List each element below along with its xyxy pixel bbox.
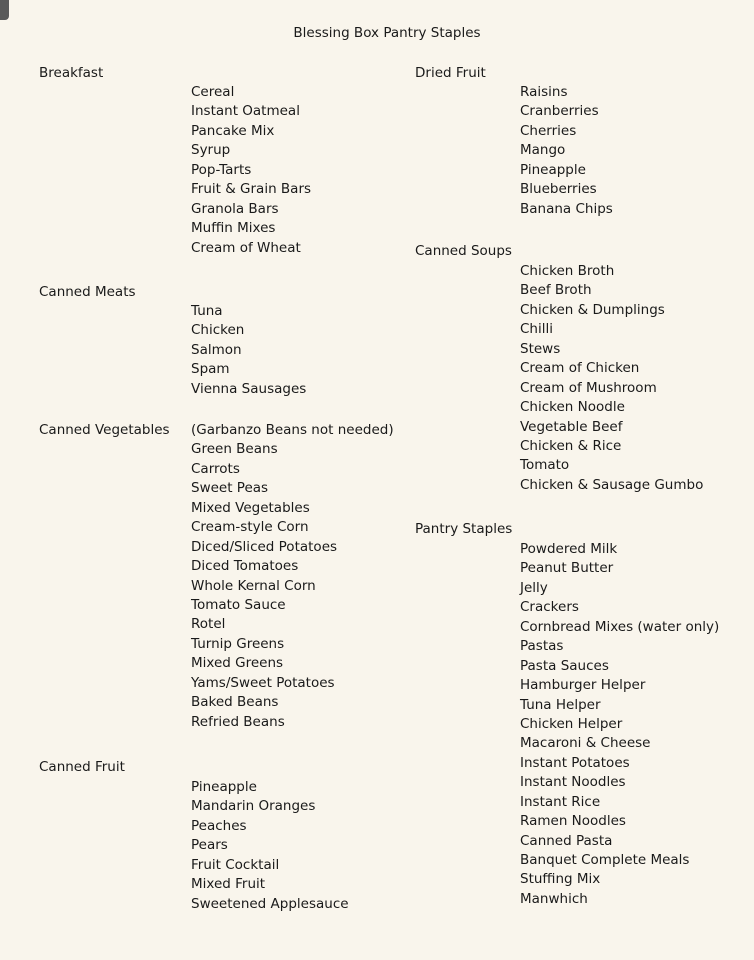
list-item: Chicken & Rice: [520, 437, 622, 454]
list-item: Banquet Complete Meals: [520, 852, 690, 868]
list-item: Spam: [191, 361, 230, 378]
list-item: Cream of Mushroom: [520, 379, 657, 396]
list-item: Beef Broth: [520, 282, 592, 299]
list-item: Pears: [191, 837, 228, 854]
list-item: Pasta Sauces: [520, 657, 609, 674]
list-item: Instant Oatmeal: [191, 103, 300, 120]
list-item: Fruit & Grain Bars: [191, 181, 312, 198]
list-item: Rotel: [191, 616, 226, 633]
list-item: Diced Tomatoes: [191, 558, 299, 575]
list-item: Raisins: [520, 84, 568, 100]
section-heading-canned-vegetables: Canned Vegetables: [39, 422, 170, 438]
list-item: Banana Chips: [520, 200, 613, 217]
list-item: Vienna Sausages: [191, 380, 307, 397]
list-item: Whole Kernal Corn: [191, 577, 316, 594]
list-item: Muffin Mixes: [191, 220, 276, 237]
list-item: Salmon: [191, 341, 242, 358]
list-item: Ramen Noodles: [520, 813, 626, 830]
list-item: Cherries: [520, 122, 577, 139]
list-item: Refried Beans: [191, 713, 285, 730]
list-item: Stuffing Mix: [520, 871, 601, 888]
list-item: Diced/Sliced Potatoes: [191, 538, 338, 555]
list-item: Pastas: [520, 638, 564, 655]
section-heading-canned-fruit: Canned Fruit: [39, 759, 125, 775]
list-item: Stews: [520, 340, 561, 357]
section-heading-canned-meats: Canned Meats: [39, 284, 136, 300]
list-item: Crackers: [520, 599, 579, 616]
list-item: Canned Pasta: [520, 832, 613, 849]
list-item: Tomato: [520, 457, 570, 474]
list-item: Mango: [520, 142, 566, 159]
list-item: Cranberries: [520, 103, 599, 120]
list-item: Instant Noodles: [520, 774, 626, 791]
list-item: Granola Bars: [191, 200, 279, 217]
list-item: Sweetened Applesauce: [191, 895, 349, 912]
list-item: Mixed Greens: [191, 655, 284, 672]
list-item: Cream of Wheat: [191, 239, 301, 256]
list-item: Chicken & Dumplings: [520, 301, 665, 318]
list-item: (Garbanzo Beans not needed): [191, 422, 394, 438]
section-list-canned-vegetables: [191, 421, 394, 732]
list-item: Pancake Mix: [191, 122, 275, 139]
list-item: Instant Potatoes: [520, 754, 630, 771]
list-item: Tuna: [191, 303, 223, 319]
list-item: Chilli: [520, 321, 553, 338]
list-item: Mixed Vegetables: [191, 499, 310, 516]
section-list-breakfast: [191, 83, 311, 258]
list-item: Carrots: [191, 460, 240, 477]
list-item: Turnip Greens: [191, 635, 285, 652]
list-item: Cereal: [191, 84, 235, 100]
list-item: Chicken: [191, 322, 245, 339]
list-item: Yams/Sweet Potatoes: [191, 674, 335, 691]
list-item: Pineapple: [520, 161, 586, 178]
document-title: Blessing Box Pantry Staples: [293, 25, 481, 41]
section-list-pantry-staples: [520, 540, 719, 909]
list-item: Powdered Milk: [520, 541, 618, 557]
list-item: Baked Beans: [191, 694, 279, 711]
list-item: Peaches: [191, 817, 247, 834]
list-item: Fruit Cocktail: [191, 856, 280, 873]
list-item: Blueberries: [520, 181, 597, 198]
list-item: Tuna Helper: [520, 696, 601, 713]
list-item: Sweet Peas: [191, 480, 269, 497]
section-list-dried-fruit: [520, 83, 613, 219]
section-list-canned-meats: [191, 302, 306, 399]
list-item: Peanut Butter: [520, 560, 614, 577]
section-heading-pantry-staples: Pantry Staples: [415, 521, 513, 537]
section-heading-canned-soups: Canned Soups: [415, 243, 512, 259]
list-item: Manwhich: [520, 890, 588, 907]
list-item: Chicken Noodle: [520, 399, 625, 416]
list-item: Instant Rice: [520, 793, 601, 810]
list-item: Pineapple: [191, 779, 257, 795]
list-item: Vegetable Beef: [520, 418, 623, 435]
list-item: Tomato Sauce: [191, 596, 286, 613]
window-corner-mark: [0, 0, 9, 20]
section-list-canned-fruit: [191, 778, 349, 914]
list-item: Chicken Broth: [520, 263, 615, 279]
list-item: Chicken Helper: [520, 715, 623, 732]
list-item: Syrup: [191, 142, 231, 159]
list-item: Cream of Chicken: [520, 360, 640, 377]
list-item: Mixed Fruit: [191, 876, 266, 893]
list-item: Macaroni & Cheese: [520, 735, 651, 752]
section-heading-breakfast: Breakfast: [39, 65, 104, 81]
list-item: Jelly: [520, 579, 548, 596]
list-item: Chicken & Sausage Gumbo: [520, 476, 704, 493]
section-heading-dried-fruit: Dried Fruit: [415, 65, 486, 81]
list-item: Green Beans: [191, 441, 278, 458]
list-item: Mandarin Oranges: [191, 798, 316, 815]
section-list-canned-soups: [520, 262, 703, 495]
list-item: Pop-Tarts: [191, 161, 252, 178]
list-item: Hamburger Helper: [520, 677, 646, 694]
list-item: Cornbread Mixes (water only): [520, 618, 720, 635]
list-item: Cream-style Corn: [191, 519, 309, 536]
